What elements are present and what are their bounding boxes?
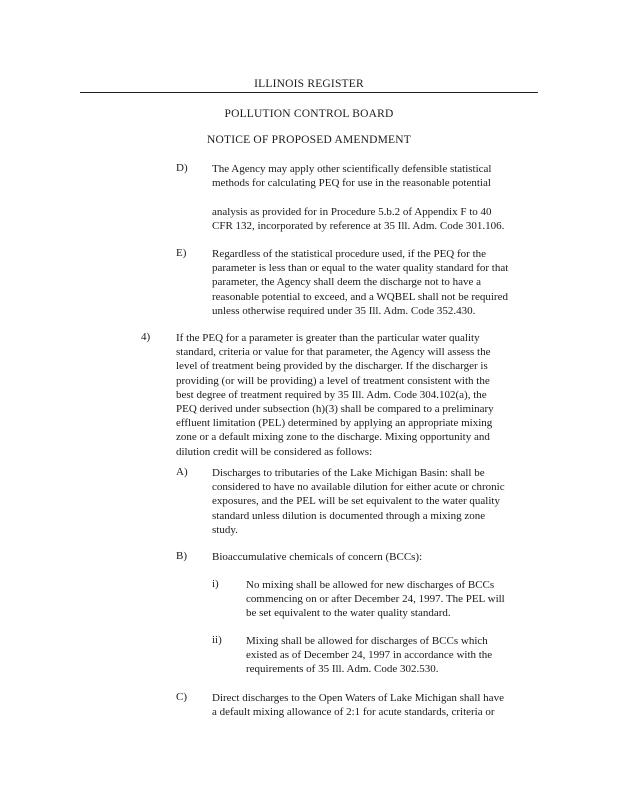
text-line: zone or a default mixing zone to the discharge. Mixing opportunity and: [176, 431, 490, 444]
paragraph-b-i-label: i): [212, 578, 219, 590]
paragraph-c-text: [212, 691, 504, 719]
text-line: Bioaccumulative chemicals of concern (BCCs):: [212, 551, 423, 563]
text-line: level of treatment being provided by the discharger. If the discharger is: [176, 360, 488, 373]
text-line: Mixing shall be allowed for discharges of BCCs which: [246, 635, 488, 647]
paragraph-a-label: A): [176, 466, 188, 478]
text-line: best degree of treatment required by 35 Ill. Adm. Code 304.102(a), the: [176, 388, 487, 401]
text-line: parameter is less than or equal to the water quality standard for that: [212, 262, 509, 275]
text-line: Discharges to tributaries of the Lake Michigan Basin: shall be: [212, 467, 485, 479]
text-line: existed as of December 24, 1997 in accordance with the: [246, 649, 493, 662]
text-line: The Agency may apply other scientifically defensible statistical: [212, 163, 492, 175]
text-line: dilution credit will be considered as follows:: [176, 445, 373, 458]
text-line: study.: [212, 523, 238, 536]
text-line: If the PEQ for a parameter is greater than the particular water quality: [176, 332, 480, 344]
text-line: exposures, and the PEL will be set equivalent to the water quality: [212, 495, 500, 508]
register-title: ILLINOIS REGISTER: [254, 78, 364, 90]
text-line: requirements of 35 Ill. Adm. Code 302.530.: [246, 663, 439, 676]
paragraph-d-continuation: [212, 205, 504, 233]
paragraph-e-label: E): [176, 247, 187, 259]
paragraph-d-text: [212, 162, 492, 190]
paragraph-b-ii-label: ii): [212, 634, 222, 646]
paragraph-b-i-text: [246, 578, 505, 621]
paragraph-b-text: [212, 550, 422, 564]
text-line: PEQ derived under subsection (h)(3) shall be compared to a preliminary: [176, 403, 494, 416]
text-line: Regardless of the statistical procedure used, if the PEQ for the: [212, 248, 487, 260]
paragraph-e-text: [212, 247, 508, 318]
text-line: considered to have no available dilution for either acute or chronic: [212, 481, 505, 494]
paragraph-a-text: [212, 466, 505, 537]
text-line: be set equivalent to the water quality standard.: [246, 607, 451, 620]
header-rule: [80, 92, 538, 93]
paragraph-c-label: C): [176, 691, 187, 703]
text-line: commencing on or after December 24, 1997. The PEL will: [246, 593, 505, 606]
text-line: methods for calculating PEQ for use in the reasonable potential: [212, 177, 491, 190]
text-line: reasonable potential to exceed, and a WQBEL shall not be required: [212, 290, 508, 303]
paragraph-b-ii-text: [246, 634, 492, 677]
notice-title: NOTICE OF PROPOSED AMENDMENT: [207, 134, 411, 146]
board-title: POLLUTION CONTROL BOARD: [224, 108, 394, 120]
text-line: analysis as provided for in Procedure 5.b.2 of Appendix F to 40: [212, 206, 492, 218]
text-line: unless otherwise required under 35 Ill. Adm. Code 352.430.: [212, 304, 476, 317]
text-line: CFR 132, incorporated by reference at 35 Ill. Adm. Code 301.106.: [212, 220, 505, 233]
text-line: providing (or will be providing) a level of treatment consistent with the: [176, 374, 490, 387]
text-line: parameter, the Agency shall deem the discharge not to have a: [212, 276, 482, 289]
text-line: effluent limitation (PEL) determined by applying an appropriate mixing: [176, 417, 493, 430]
text-line: standard, criteria or value for that parameter, the Agency will assess the: [176, 346, 491, 359]
paragraph-4-text: [176, 331, 494, 459]
text-line: No mixing shall be allowed for new discharges of BCCs: [246, 579, 495, 591]
paragraph-d-label: D): [176, 162, 188, 174]
text-line: a default mixing allowance of 2:1 for acute standards, criteria or: [212, 706, 495, 719]
paragraph-b-label: B): [176, 550, 187, 562]
text-line: standard unless dilution is documented through a mixing zone: [212, 509, 486, 522]
text-line: Direct discharges to the Open Waters of Lake Michigan shall have: [212, 692, 504, 704]
paragraph-4-label: 4): [141, 331, 151, 343]
